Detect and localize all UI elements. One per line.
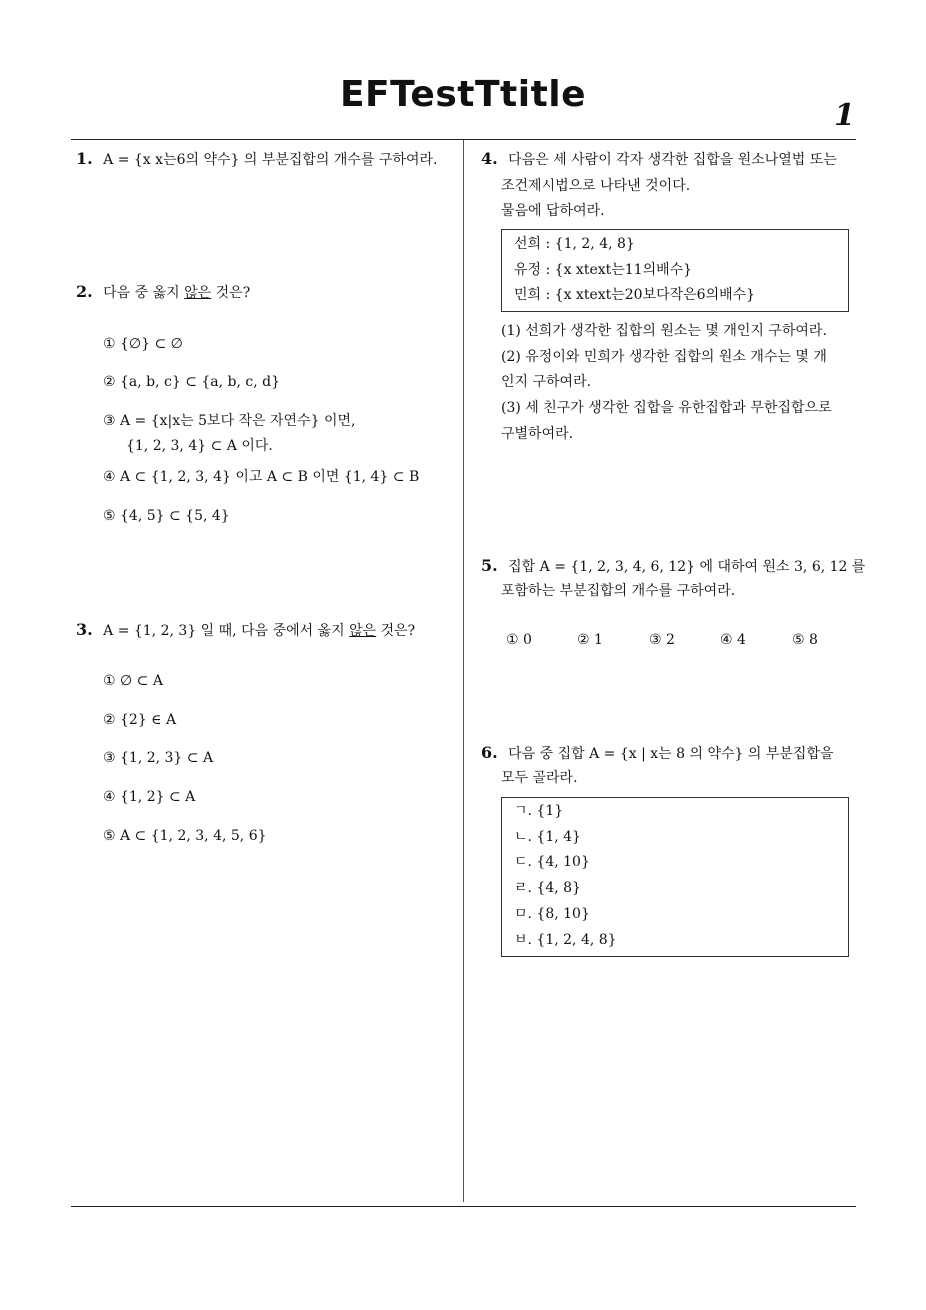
sub-question-1: (1) 선희가 생각한 집합의 원소는 몇 개인지 구하여라. [501,323,827,339]
choice-2[interactable]: ② {2} ∈ A [103,712,177,728]
column-divider [463,140,464,1202]
question-6 [481,740,834,767]
choice-2[interactable]: ② {a, b, c} ⊂ {a, b, c, d} [103,374,281,390]
question-text: A = {x x는6의 약수} 의 부분집합의 개수를 구하여라. [103,152,438,168]
question-number: 2. [76,282,93,301]
box-line-minhui: 민희 : {x xtext는20보다작은6의배수} [514,287,756,303]
box-line-yujeong: 유정 : {x xtext는11의배수} [514,262,693,278]
sub-question-2-continued: 인지 구하여라. [501,374,592,390]
choice-2[interactable]: ② 1 [577,632,603,648]
question-text-part: 다음 중 옳지 [103,285,185,301]
question-2 [76,279,250,306]
question-text-line: 집합 A = {1, 2, 3, 4, 6, 12} 에 대하여 원소 3, 6, 12 를 [508,559,866,575]
sub-question-2: (2) 유정이와 민희가 생각한 집합의 원소 개수는 몇 개 [501,349,827,365]
choice-3[interactable]: ③ 2 [649,632,675,648]
question-text-part: 것은? [211,285,251,301]
question-text [103,285,250,301]
sub-question-3-continued: 구별하여라. [501,426,574,442]
question-3 [76,617,415,644]
choice-5[interactable]: ⑤ A ⊂ {1, 2, 3, 4, 5, 6} [103,828,267,844]
question-4 [481,146,837,173]
question-text-line: 조건제시법으로 나타낸 것이다. [501,178,691,194]
question-number: 6. [481,743,498,762]
option-nieun: ㄴ. {1, 4} [514,829,581,845]
underlined-word: 않은 [184,285,212,301]
choice-1[interactable]: ① ∅ ⊂ A [103,673,163,689]
question-number: 4. [481,149,498,168]
option-bieup: ㅂ. {1, 2, 4, 8} [514,932,617,948]
page-number: 1 [834,98,855,133]
question-text [103,623,415,639]
footer-divider [71,1206,856,1207]
option-digeut: ㄷ. {4, 10} [514,854,590,870]
option-mieum: ㅁ. {8, 10} [514,906,590,922]
choice-4[interactable]: ④ A ⊂ {1, 2, 3, 4} 이고 A ⊂ B 이면 {1, 4} ⊂ B [103,469,420,485]
choice-3[interactable]: ③ {1, 2, 3} ⊂ A [103,750,214,766]
sub-question-3: (3) 세 친구가 생각한 집합을 유한집합과 무한집합으로 [501,400,832,416]
question-text-line: 다음 중 집합 A = {x | x는 8 의 약수} 의 부분집합을 [508,746,834,762]
question-5 [481,553,865,580]
question-number: 3. [76,620,93,639]
box-line-seonhui: 선희 : {1, 2, 4, 8} [514,236,635,252]
page-title: EFTestTtitle [339,74,587,115]
question-number: 1. [76,149,93,168]
options-box [501,797,849,957]
underlined-word: 않은 [349,623,377,639]
choice-4[interactable]: ④ {1, 2} ⊂ A [103,789,196,805]
question-number: 5. [481,556,498,575]
question-text-part: 것은? [376,623,416,639]
option-giyeok: ㄱ. {1} [514,803,564,819]
question-text-line: 물음에 답하여라. [501,203,605,219]
question-text-line: 포함하는 부분집합의 개수를 구하여라. [501,583,736,599]
choice-1[interactable]: ① {∅} ⊂ ∅ [103,336,183,352]
question-1 [76,146,437,173]
question-text-line: 모두 골라라. [501,770,578,786]
condition-box [501,229,849,312]
choice-4[interactable]: ④ 4 [720,632,746,648]
choice-3[interactable]: ③ A = {x|x는 5보다 작은 자연수} 이면, [103,413,356,429]
question-text-line: 다음은 세 사람이 각자 생각한 집합을 원소나열법 또는 [508,152,837,168]
option-rieul: ㄹ. {4, 8} [514,880,581,896]
choice-5[interactable]: ⑤ 8 [792,632,818,648]
choice-5[interactable]: ⑤ {4, 5} ⊂ {5, 4} [103,508,230,524]
choice-3-continued: {1, 2, 3, 4} ⊂ A 이다. [126,438,273,454]
choice-1[interactable]: ① 0 [506,632,532,648]
question-text-part: A = {1, 2, 3} 일 때, 다음 중에서 옳지 [103,623,350,639]
